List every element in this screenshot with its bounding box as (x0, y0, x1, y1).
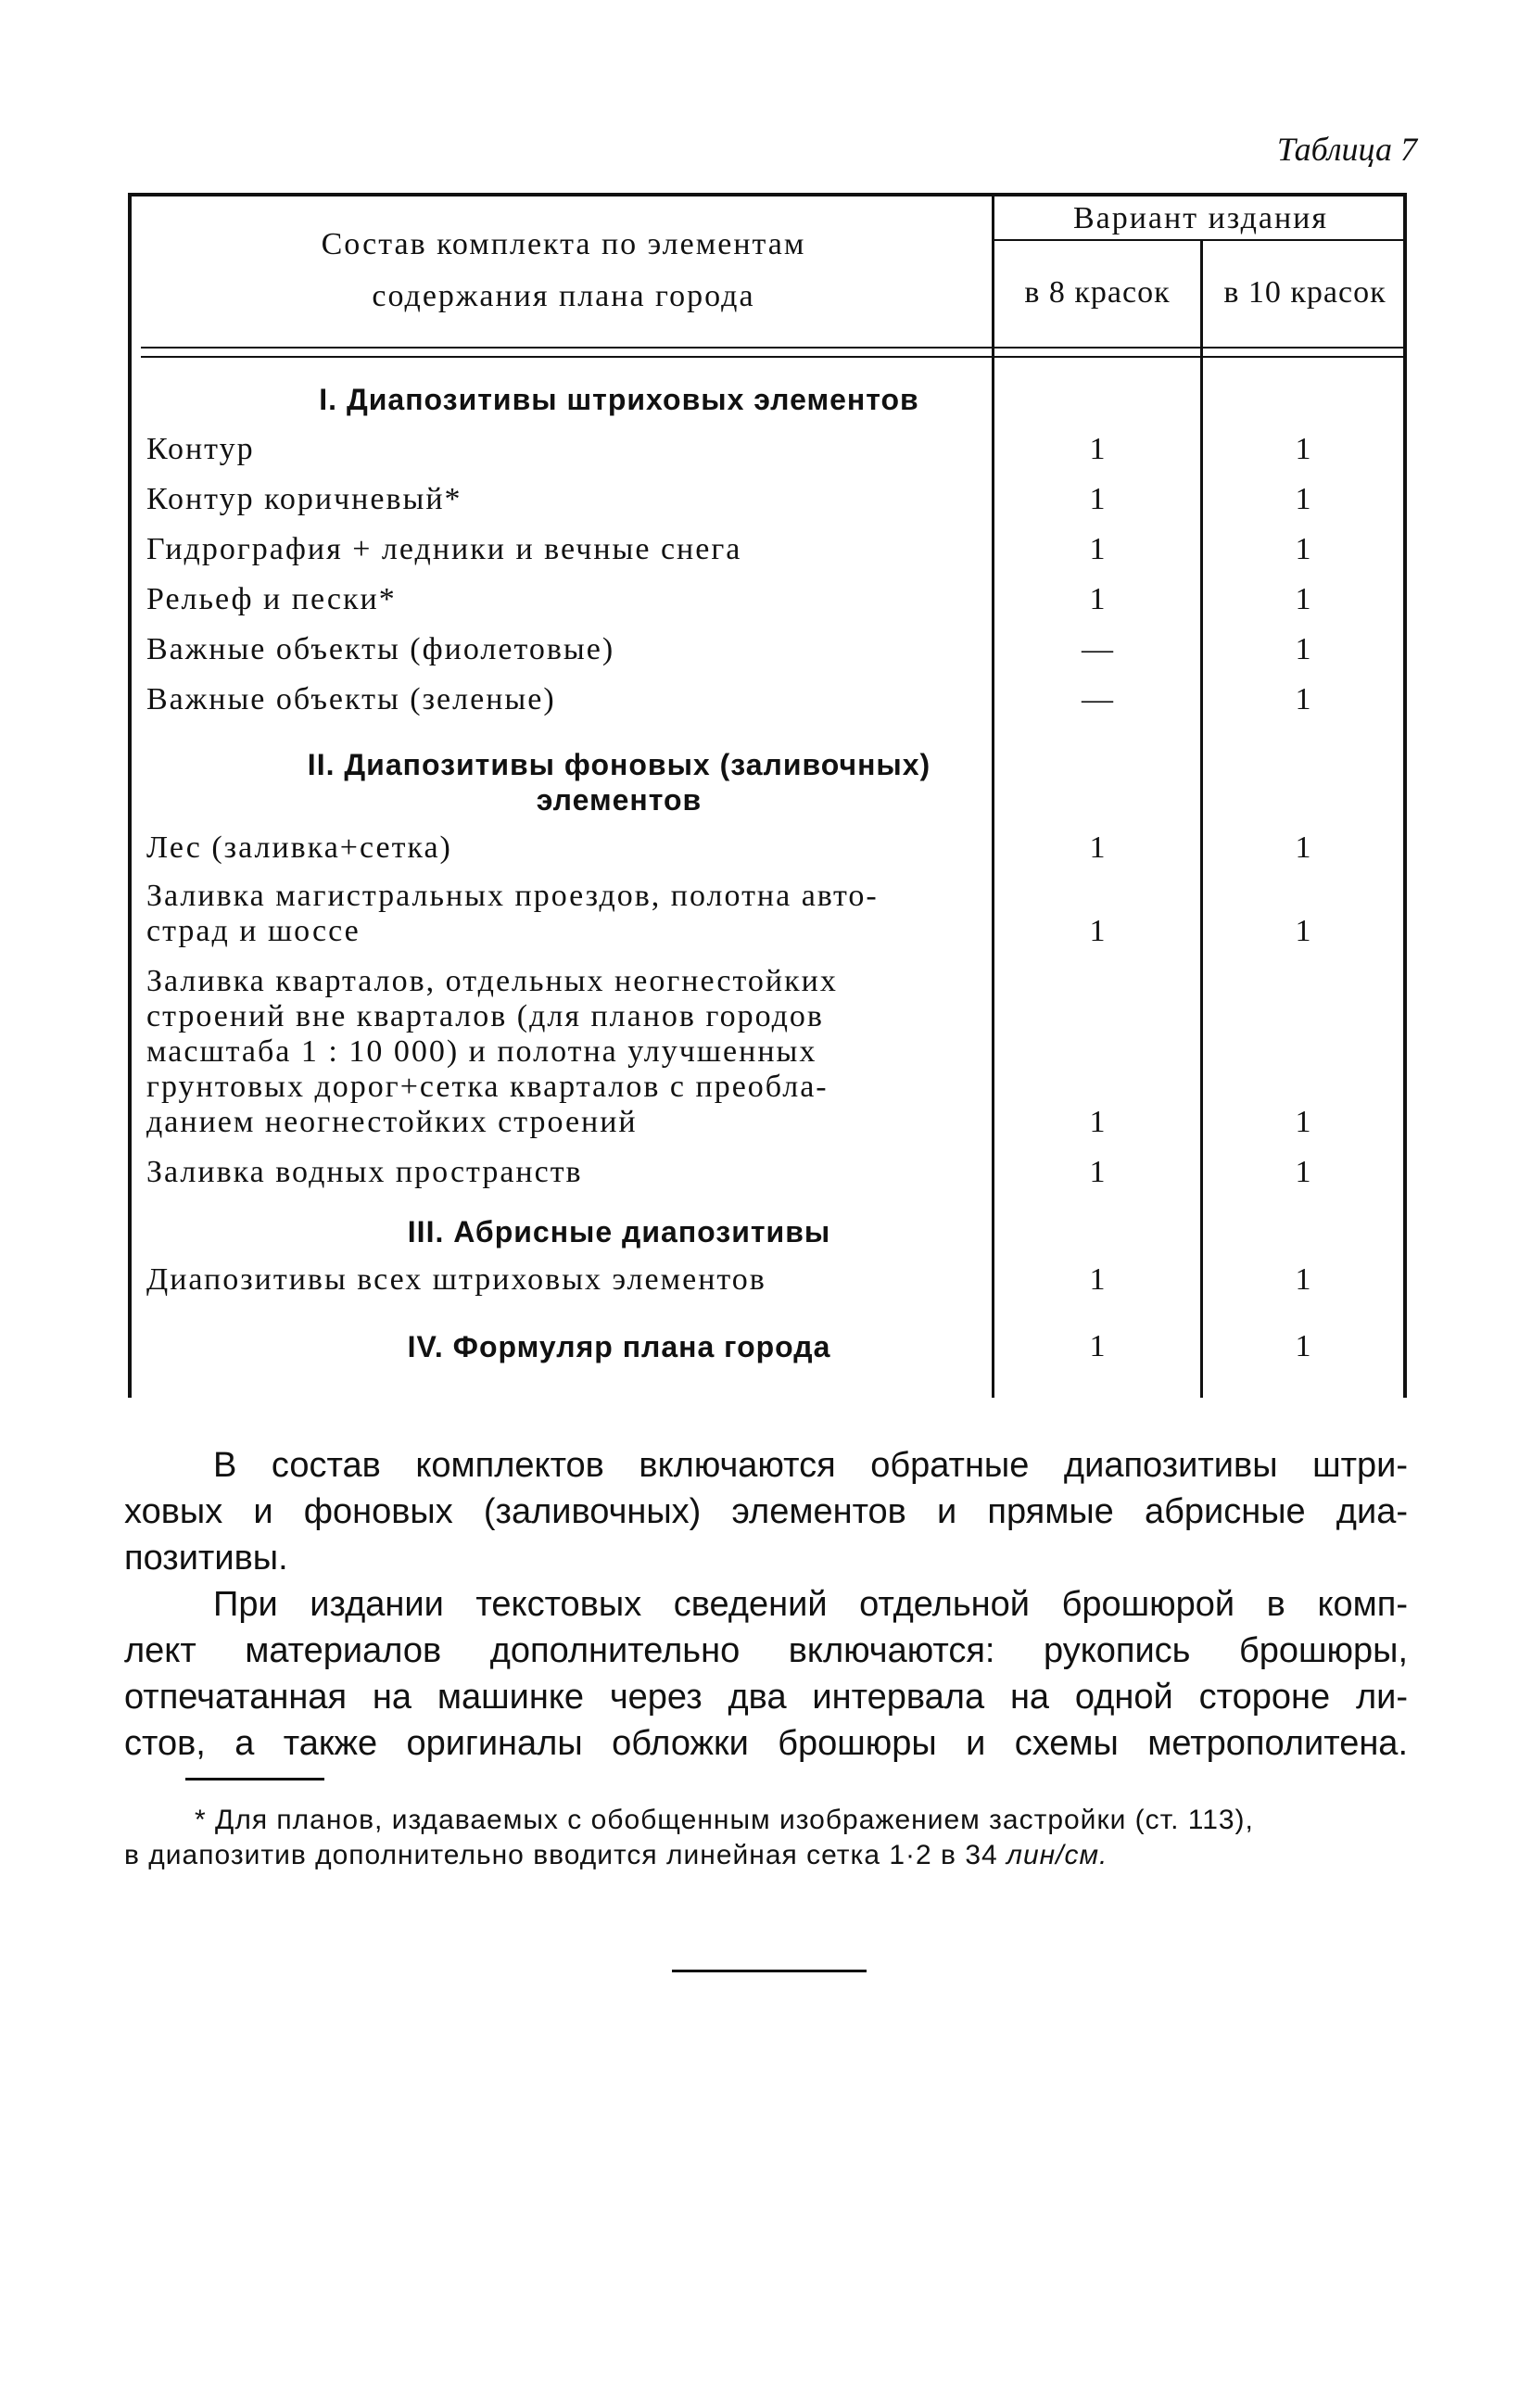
paragraph-1-line: В состав комплектов включаются обратные диапозитивы штри- (213, 1446, 1408, 1485)
table-cell-10: 1 (1295, 532, 1311, 566)
table-row-label-line: грунтовых дорог+сетка кварталов с преобла- (146, 1070, 829, 1104)
footnote-line2 (124, 1838, 1408, 1873)
table-cell-10: 1 (1295, 1155, 1311, 1189)
table-row-label: Контур коричневый* (146, 482, 462, 516)
footnote (124, 1803, 1408, 1873)
table-cell-10: 1 (1295, 1329, 1311, 1363)
table-row-label: Рельеф и пески* (146, 582, 397, 616)
table-right-border (1403, 193, 1407, 1398)
table-row-label-line: строений вне кварталов (для планов городов (146, 999, 824, 1033)
table-cell-8: 1 (1089, 1262, 1106, 1297)
section-title-4: IV. Формуляр плана города (407, 1330, 831, 1363)
col-divider-variants (1200, 241, 1203, 1398)
table-row-label-line: Заливка кварталов, отдельных неогнестойких (146, 964, 838, 998)
header-col-8: в 8 красок (1024, 275, 1171, 310)
header-left-line1: Состав комплекта по элементам (321, 227, 806, 261)
table-row-label-line: масштаба 1 : 10 000) и полотна улучшенных (146, 1034, 817, 1069)
table-row-label: Гидрография + ледники и вечные снега (146, 532, 742, 566)
header-left-line2: содержания плана города (372, 279, 755, 313)
table-cell-10: 1 (1295, 482, 1311, 516)
section-title-2-line1: II. Диапозитивы фоновых (заливочных) (307, 748, 931, 781)
paragraph-2-line: отпечатанная на машинке через два интервала на одной стороне ли- (124, 1678, 1408, 1717)
end-rule (672, 1970, 867, 1972)
footnote-line2-text: в диапозитив дополнительно вводится линейная сетка 1·2 в 34 (124, 1840, 1007, 1870)
table-cell-8: 1 (1089, 582, 1106, 616)
table-row-label: Диапозитивы всех штриховых элементов (146, 1262, 766, 1297)
table-cell-10: 1 (1295, 582, 1311, 616)
table-row-label: Контур (146, 432, 255, 466)
paragraph-2-line: При издании текстовых сведений отдельной брошюрой в комп- (213, 1585, 1408, 1624)
table-cell-10: 1 (1295, 914, 1311, 948)
section-title-3: III. Абрисные диапозитивы (407, 1215, 831, 1248)
header-col-10: в 10 красок (1223, 275, 1386, 310)
table-row-label-line: Заливка магистральных проездов, полотна авто- (146, 879, 879, 913)
table-cell-8: 1 (1089, 1155, 1106, 1189)
data-table (128, 187, 1407, 1392)
footnote-rule (185, 1778, 324, 1781)
footnote-unit: лин/см. (1007, 1840, 1108, 1870)
table-row-label: Важные объекты (зеленые) (146, 682, 556, 716)
table-cell-8: 1 (1089, 830, 1106, 865)
paragraph-2-line: лект материалов дополнительно включаются: рукопись брошюры, (124, 1631, 1408, 1670)
paragraph-1-line: позитивы. (124, 1539, 288, 1578)
table-caption: Таблица 7 (1276, 131, 1417, 168)
table-cell-8: 1 (1089, 482, 1106, 516)
section-title-1: I. Диапозитивы штриховых элементов (319, 383, 919, 416)
table-row-label: Лес (заливка+сетка) (146, 830, 452, 865)
table-cell-8: — (1082, 682, 1113, 716)
table-cell-10: 1 (1295, 632, 1311, 666)
table-row-label-line: данием неогнестойких строений (146, 1105, 638, 1139)
footnote-line1: * Для планов, издаваемых с обобщенным изображением застройки (ст. 113), (195, 1805, 1254, 1835)
table-cell-10: 1 (1295, 830, 1311, 865)
table-cell-8: — (1082, 632, 1113, 666)
table-row-label: Заливка водных пространств (146, 1155, 583, 1189)
header-bottom-rule-2 (141, 356, 1407, 358)
table-cell-10: 1 (1295, 682, 1311, 716)
table-cell-8: 1 (1089, 1105, 1106, 1139)
table-cell-10: 1 (1295, 1262, 1311, 1297)
table-cell-8: 1 (1089, 914, 1106, 948)
paragraph-2-line: стов, а также оригиналы обложки брошюры и схемы метрополитена. (124, 1724, 1408, 1763)
table-row-label-line: страд и шоссе (146, 914, 361, 948)
table-cell-8: 1 (1089, 432, 1106, 466)
header-bottom-rule-1 (141, 347, 1407, 349)
table-cell-8: 1 (1089, 1329, 1106, 1363)
table-row-label: Важные объекты (фиолетовые) (146, 632, 615, 666)
section-title-2-line2: элементов (536, 783, 703, 817)
header-variant-group: Вариант издания (1072, 201, 1329, 235)
table-cell-10: 1 (1295, 432, 1311, 466)
table-cell-10: 1 (1295, 1105, 1311, 1139)
paragraph-1-line: ховых и фоновых (заливочных) элементов и прямые абрисные диа- (124, 1492, 1408, 1531)
table-cell-8: 1 (1089, 532, 1106, 566)
